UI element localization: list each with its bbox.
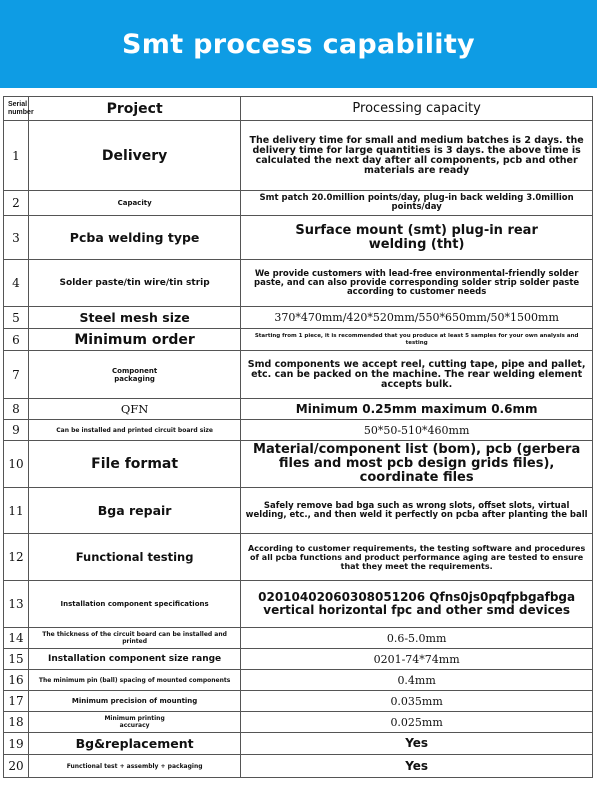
header-processing-capacity: Processing capacity [241,97,593,121]
table-row [4,755,593,778]
row-number: 6 [4,329,29,351]
row-number: 10 [4,441,29,488]
row-project: Pcba welding type [28,216,240,260]
row-number: 15 [4,649,29,670]
table-row [4,260,593,307]
table-row [4,307,593,329]
row-project: Functional test + assembly + packaging [28,755,240,778]
row-project: Minimum precision of mounting [28,691,240,712]
row-capacity: Yes [241,733,593,755]
row-number: 9 [4,420,29,441]
row-capacity: 02010402060308051206 Qfns0js0pqfpbgafbga vertical horizontal fpc and other smd devices [241,581,593,628]
row-capacity: Starting from 1 piece, it is recommended that you produce at least 5 samples for your own analysis and testing [241,329,593,351]
row-project: Installation component size range [28,649,240,670]
row-capacity: 50*50-510*460mm [241,420,593,441]
row-number: 8 [4,399,29,420]
row-project: QFN [28,399,240,420]
row-number: 12 [4,534,29,581]
row-capacity: According to customer requirements, the testing software and procedures of all pcba functions and product performance aging are tested to ensure that they meet the requirements. [241,534,593,581]
table-row [4,329,593,351]
row-capacity: Material/component list (bom), pcb (gerbera files and most pcb design grids files), coordinate files [241,441,593,488]
table-row [4,191,593,216]
table-row [4,121,593,191]
header-project: Project [28,97,240,121]
row-project: Installation component specifications [28,581,240,628]
table-row [4,581,593,628]
page-title: Smt process capability [122,28,475,60]
row-number: 1 [4,121,29,191]
row-project: The minimum pin (ball) spacing of mounted components [28,670,240,691]
row-project: Steel mesh size [28,307,240,329]
row-capacity: Surface mount (smt) plug-in rear welding (tht) [241,216,593,260]
row-project: Capacity [28,191,240,216]
row-number: 18 [4,712,29,733]
row-project: Minimum printing accuracy [28,712,240,733]
title-banner [0,0,597,88]
row-project: Bga repair [28,488,240,534]
row-number: 2 [4,191,29,216]
row-capacity: Smt patch 20.0million points/day, plug-in back welding 3.0million points/day [241,191,593,216]
header-serial-number: Serial number [4,97,29,121]
row-capacity: Minimum 0.25mm maximum 0.6mm [241,399,593,420]
row-number: 11 [4,488,29,534]
row-project: The thickness of the circuit board can be installed and printed [28,628,240,649]
row-number: 19 [4,733,29,755]
row-number: 17 [4,691,29,712]
table-row [4,216,593,260]
table-row [4,534,593,581]
row-capacity: 0.025mm [241,712,593,733]
row-number: 3 [4,216,29,260]
row-number: 16 [4,670,29,691]
row-project: Solder paste/tin wire/tin strip [28,260,240,307]
row-capacity: Smd components we accept reel, cutting tape, pipe and pallet, etc. can be packed on the machine. The rear welding element accepts bulk. [241,351,593,399]
capability-table [3,96,593,778]
row-project: Bg&replacement [28,733,240,755]
table-row [4,441,593,488]
row-project: Minimum order [28,329,240,351]
table-row [4,420,593,441]
row-capacity: Safely remove bad bga such as wrong slots, offset slots, virtual welding, etc., and then weld it perfectly on pcba after planting the ball [241,488,593,534]
row-project: Can be installed and printed circuit board size [28,420,240,441]
table-row [4,649,593,670]
table-row [4,351,593,399]
row-capacity: 0.4mm [241,670,593,691]
row-capacity: 0.035mm [241,691,593,712]
row-number: 7 [4,351,29,399]
row-number: 5 [4,307,29,329]
table-row [4,712,593,733]
row-number: 13 [4,581,29,628]
table-row [4,670,593,691]
row-project: Component packaging [28,351,240,399]
row-capacity: We provide customers with lead-free environmental-friendly solder paste, and can also provide corresponding solder strip solder paste according to customer needs [241,260,593,307]
table-row [4,399,593,420]
row-number: 14 [4,628,29,649]
row-project: Delivery [28,121,240,191]
table-header-row [4,97,593,121]
row-number: 4 [4,260,29,307]
row-capacity: 370*470mm/420*520mm/550*650mm/50*1500mm [241,307,593,329]
table-row [4,488,593,534]
row-capacity: 0201-74*74mm [241,649,593,670]
row-project: Functional testing [28,534,240,581]
table-row [4,628,593,649]
row-capacity: The delivery time for small and medium batches is 2 days. the delivery time for large quantities is 3 days. the above time is calculated the next day after all components, pcb and other materials are ready [241,121,593,191]
row-capacity: 0.6-5.0mm [241,628,593,649]
table-row [4,733,593,755]
table-row [4,691,593,712]
row-number: 20 [4,755,29,778]
row-capacity: Yes [241,755,593,778]
row-project: File format [28,441,240,488]
